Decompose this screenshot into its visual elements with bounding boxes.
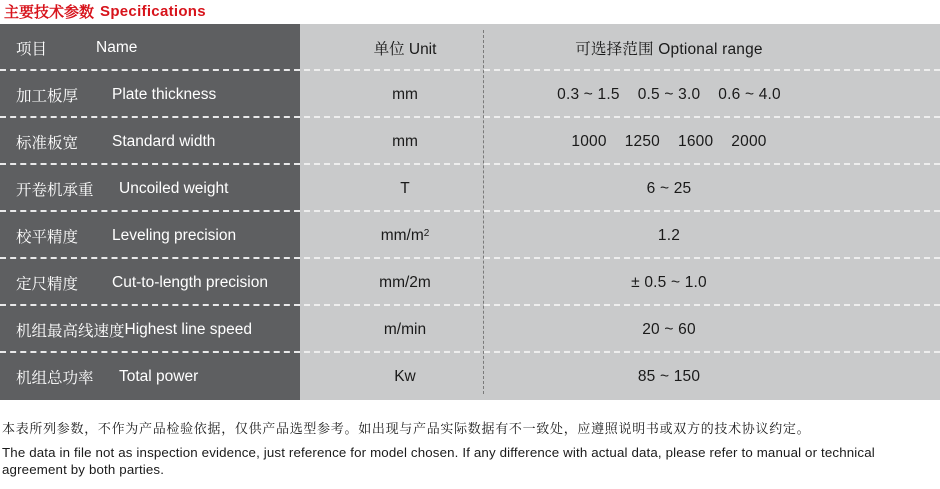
- row-name-en: Leveling precision: [112, 226, 237, 244]
- row-unit-cell: [330, 71, 480, 118]
- table-row: [0, 165, 940, 212]
- row-range-cell: 20 ~ 60: [642, 320, 696, 338]
- table-row: [0, 259, 940, 306]
- unit-text: mm/m: [380, 226, 424, 244]
- row-name-en: Cut-to-length precision: [112, 273, 268, 291]
- unit-text: mm: [392, 132, 418, 150]
- row-name-zh: 标准板宽: [16, 134, 79, 152]
- unit-text: m/min: [383, 320, 427, 338]
- row-name-cell: [16, 306, 301, 353]
- header-name-zh: 项目: [16, 40, 48, 58]
- header-range-cell: 可选择范围 Optional range: [575, 40, 763, 58]
- row-name-zh: 开卷机承重: [16, 181, 94, 199]
- row-unit-cell: [330, 306, 480, 353]
- specifications-table: [0, 24, 940, 400]
- row-name-cell: [16, 118, 301, 165]
- unit-superscript: 2: [423, 228, 430, 239]
- table-row: [0, 212, 940, 259]
- row-name-en: Plate thickness: [112, 85, 217, 103]
- row-name-zh: 定尺精度: [16, 275, 79, 293]
- row-range-cell: 1000 1250 1600 2000: [571, 132, 767, 150]
- unit-text: mm/2m: [379, 273, 431, 291]
- disclaimer-zh: 本表所列参数，不作为产品检验依据，仅供产品选型参考。如出现与产品实际数据有不一致处，应遵照说明书或双方的技术协议约定。: [2, 421, 811, 436]
- row-name-cell: [16, 353, 301, 400]
- unit-text: mm: [392, 85, 418, 103]
- row-unit-cell: [330, 212, 480, 259]
- header-name-cell: [16, 24, 301, 71]
- row-name-zh: 校平精度: [16, 228, 79, 246]
- row-unit-cell: [330, 165, 480, 212]
- table-header-row: [0, 24, 940, 71]
- row-name-zh: 机组总功率: [16, 369, 94, 387]
- header-name-en: Name: [96, 38, 138, 56]
- row-range-cell: 85 ~ 150: [637, 367, 701, 385]
- table-row: [0, 306, 940, 353]
- row-unit-cell: [330, 118, 480, 165]
- table-row: [0, 353, 940, 400]
- row-range-cell: 0.3 ~ 1.5 0.5 ~ 3.0 0.6 ~ 4.0: [557, 85, 781, 103]
- row-name-cell: [16, 259, 301, 306]
- row-name-en: Total power: [119, 367, 199, 385]
- row-name-zh: 加工板厚: [16, 87, 79, 105]
- unit-text: Kw: [394, 367, 416, 385]
- row-name-cell: [16, 212, 301, 259]
- row-name-cell: [16, 71, 301, 118]
- row-range-cell: ± 0.5 ~ 1.0: [631, 273, 707, 291]
- row-name-zh: 机组最高线速度: [16, 322, 125, 340]
- heading-title-zh: 主要技术参数: [4, 3, 95, 21]
- row-name-en: Highest line speed: [124, 320, 253, 338]
- table-row: [0, 118, 940, 165]
- row-name-cell: [16, 165, 301, 212]
- table-row: [0, 71, 940, 118]
- section-heading: [4, 0, 206, 22]
- heading-title-en: Specifications: [100, 2, 206, 20]
- header-unit-cell: 单位 Unit: [373, 40, 437, 58]
- disclaimer-en: The data in file not as inspection evidence, just reference for model chosen. If any difference with actual data, please refer to manual or technical agreement by both parties.: [2, 445, 875, 477]
- row-unit-cell: [330, 259, 480, 306]
- row-unit-cell: [330, 353, 480, 400]
- unit-text: T: [400, 179, 410, 197]
- row-name-en: Standard width: [112, 132, 216, 150]
- row-name-en: Uncoiled weight: [119, 179, 229, 197]
- row-range-cell: 1.2: [657, 226, 681, 244]
- row-range-cell: 6 ~ 25: [646, 179, 692, 197]
